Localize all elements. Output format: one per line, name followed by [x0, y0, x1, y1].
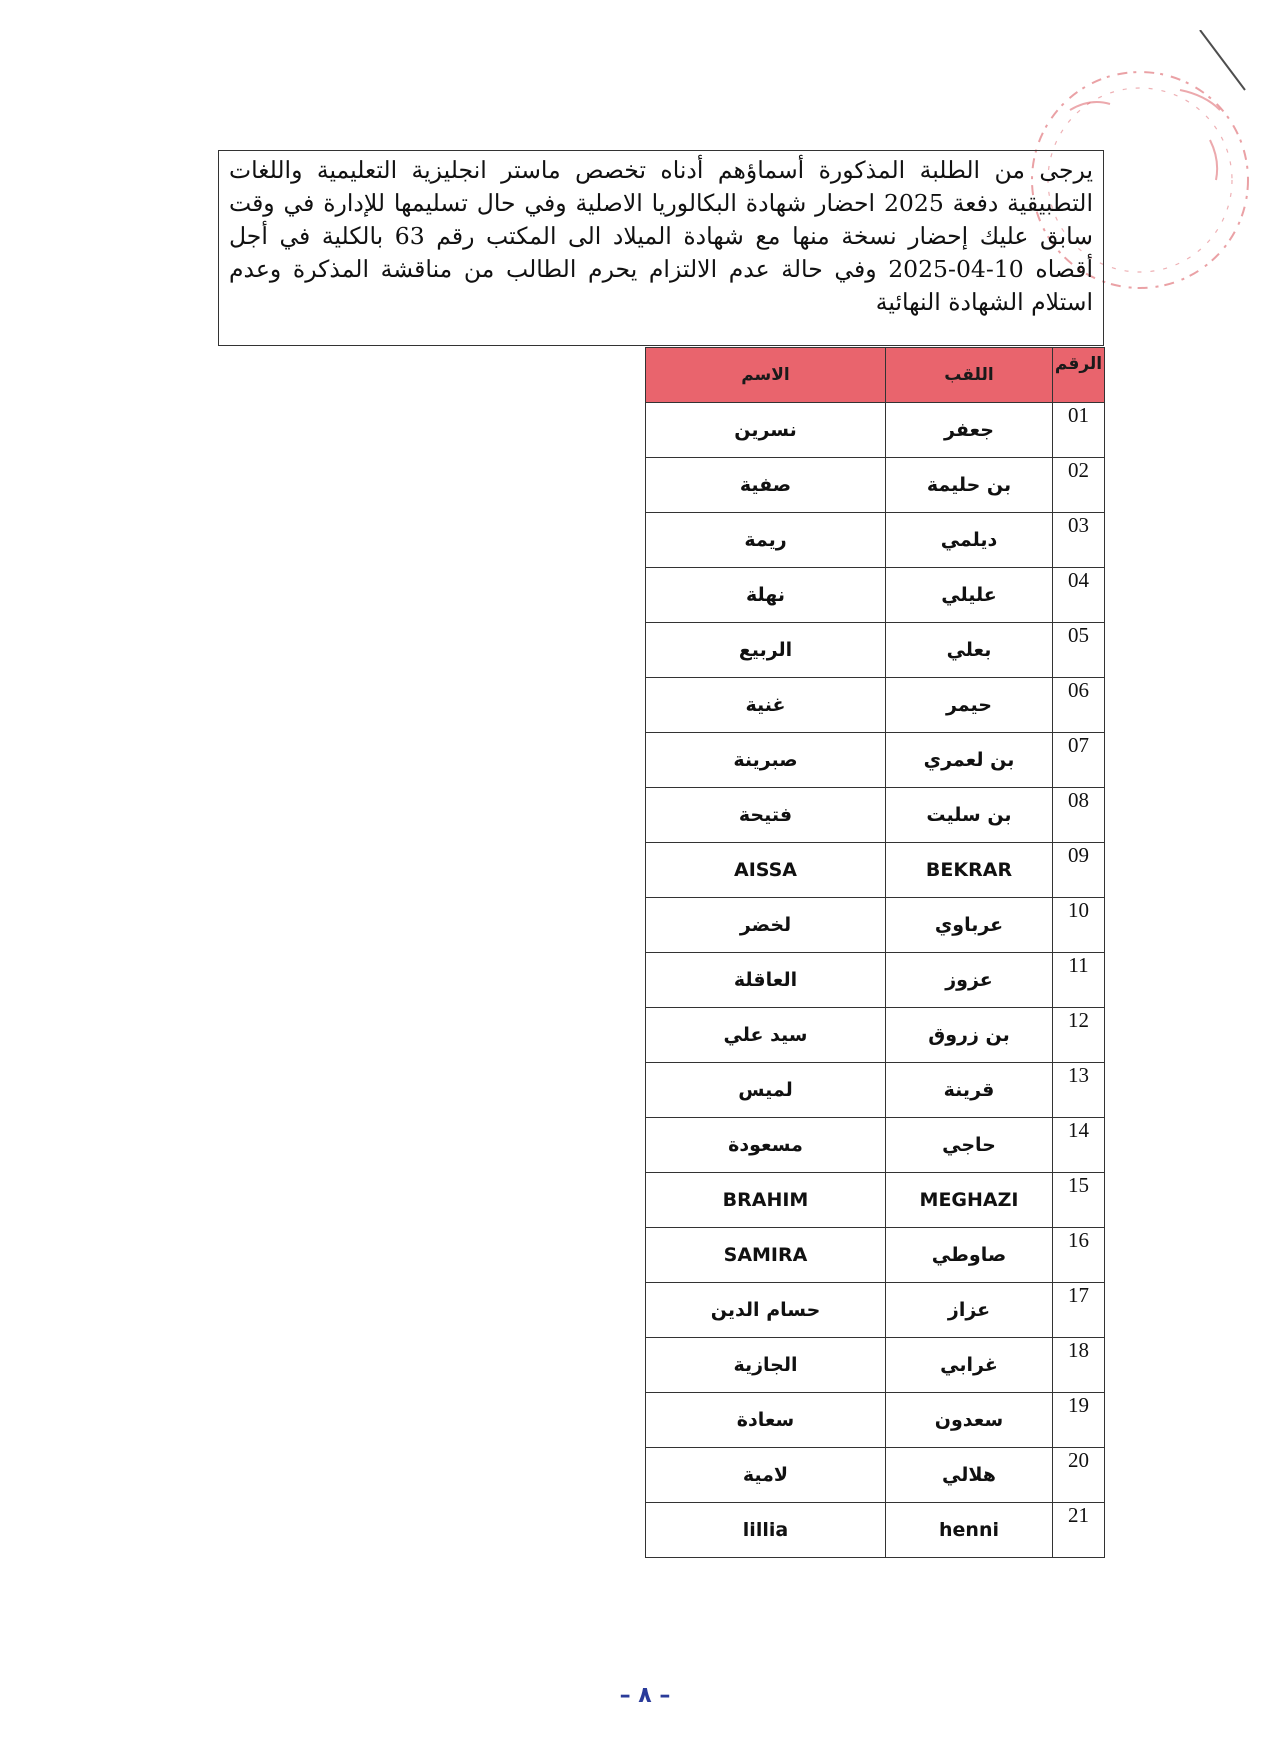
table-row: [646, 733, 1105, 788]
row-surname: عزوز: [886, 953, 1053, 1008]
row-surname: صاوطي: [886, 1228, 1053, 1283]
row-name: BRAHIM: [646, 1173, 886, 1228]
row-surname: قرينة: [886, 1063, 1053, 1118]
row-name: SAMIRA: [646, 1228, 886, 1283]
row-surname: بن لعمري: [886, 733, 1053, 788]
row-number: 01: [1053, 403, 1105, 458]
row-number: 10: [1053, 898, 1105, 953]
row-number: 09: [1053, 843, 1105, 898]
row-name: لخضر: [646, 898, 886, 953]
table-row: [646, 1393, 1105, 1448]
table-row: [646, 568, 1105, 623]
table-row: [646, 623, 1105, 678]
row-name: سيد علي: [646, 1008, 886, 1063]
row-number: 12: [1053, 1008, 1105, 1063]
row-number: 02: [1053, 458, 1105, 513]
row-number: 15: [1053, 1173, 1105, 1228]
row-surname: عزاز: [886, 1283, 1053, 1338]
row-number: 07: [1053, 733, 1105, 788]
table-row: [646, 1063, 1105, 1118]
row-number: 03: [1053, 513, 1105, 568]
row-number: 11: [1053, 953, 1105, 1008]
header-name: الاسم: [646, 348, 886, 403]
row-name: فتيحة: [646, 788, 886, 843]
row-name: غنية: [646, 678, 886, 733]
row-number: 04: [1053, 568, 1105, 623]
table-row: [646, 953, 1105, 1008]
students-table: [645, 347, 1105, 1558]
row-surname: MEGHAZI: [886, 1173, 1053, 1228]
row-name: حسام الدين: [646, 1283, 886, 1338]
row-surname: بعلي: [886, 623, 1053, 678]
row-name: مسعودة: [646, 1118, 886, 1173]
row-number: 05: [1053, 623, 1105, 678]
table-row: [646, 1283, 1105, 1338]
table-row: [646, 1338, 1105, 1393]
table-row: [646, 458, 1105, 513]
table-row: [646, 403, 1105, 458]
row-name: سعادة: [646, 1393, 886, 1448]
row-name: لامية: [646, 1448, 886, 1503]
row-name: نسرين: [646, 403, 886, 458]
table-row: [646, 898, 1105, 953]
row-number: 17: [1053, 1283, 1105, 1338]
page-number: – ٨ –: [619, 1683, 671, 1708]
row-number: 20: [1053, 1448, 1105, 1503]
row-name: صفية: [646, 458, 886, 513]
row-number: 13: [1053, 1063, 1105, 1118]
row-surname: بن زروق: [886, 1008, 1053, 1063]
row-name: AISSA: [646, 843, 886, 898]
row-surname: عليلي: [886, 568, 1053, 623]
row-name: lillia: [646, 1503, 886, 1558]
table-row: [646, 843, 1105, 898]
table-row: [646, 1118, 1105, 1173]
table-row: [646, 1008, 1105, 1063]
row-name: صبرينة: [646, 733, 886, 788]
row-surname: henni: [886, 1503, 1053, 1558]
table-row: [646, 678, 1105, 733]
row-name: ريمة: [646, 513, 886, 568]
table-row: [646, 1173, 1105, 1228]
table-row: [646, 1228, 1105, 1283]
row-surname: بن سليت: [886, 788, 1053, 843]
row-surname: حاجي: [886, 1118, 1053, 1173]
table-row: [646, 1503, 1105, 1558]
notice-text: يرجى من الطلبة المذكورة أسماؤهم أدناه تخصص ماستر انجليزية التعليمية واللغات التطبيقية دفعة 2025 احضار شهادة البكالوريا الاصلية وفي حال تسليمها للإدارة في وقت سابق عليك إحضار نسخة منها مع شهادة الميلاد الى المكتب رقم 63 بالكلية في أجل أقصاه 10-04-2025 وفي حالة عدم الالتزام يحرم الطالب من مناقشة المذكرة وعدم استلام الشهادة النهائية: [218, 150, 1104, 346]
row-number: 14: [1053, 1118, 1105, 1173]
row-number: 21: [1053, 1503, 1105, 1558]
row-surname: سعدون: [886, 1393, 1053, 1448]
row-number: 18: [1053, 1338, 1105, 1393]
row-name: نهلة: [646, 568, 886, 623]
row-name: لميس: [646, 1063, 886, 1118]
row-surname: ديلمي: [886, 513, 1053, 568]
row-number: 06: [1053, 678, 1105, 733]
table-row: [646, 513, 1105, 568]
table-row: [646, 788, 1105, 843]
row-number: 19: [1053, 1393, 1105, 1448]
row-surname: غرابي: [886, 1338, 1053, 1393]
row-name: العاقلة: [646, 953, 886, 1008]
row-name: الربيع: [646, 623, 886, 678]
header-number: الرقم: [1053, 348, 1105, 403]
row-surname: حيمر: [886, 678, 1053, 733]
row-number: 16: [1053, 1228, 1105, 1283]
row-surname: جعفر: [886, 403, 1053, 458]
row-number: 08: [1053, 788, 1105, 843]
row-surname: عرباوي: [886, 898, 1053, 953]
table-row: [646, 1448, 1105, 1503]
row-surname: هلالي: [886, 1448, 1053, 1503]
row-surname: BEKRAR: [886, 843, 1053, 898]
row-surname: بن حليمة: [886, 458, 1053, 513]
header-surname: اللقب: [886, 348, 1053, 403]
row-name: الجازية: [646, 1338, 886, 1393]
table-header-row: [646, 348, 1105, 403]
